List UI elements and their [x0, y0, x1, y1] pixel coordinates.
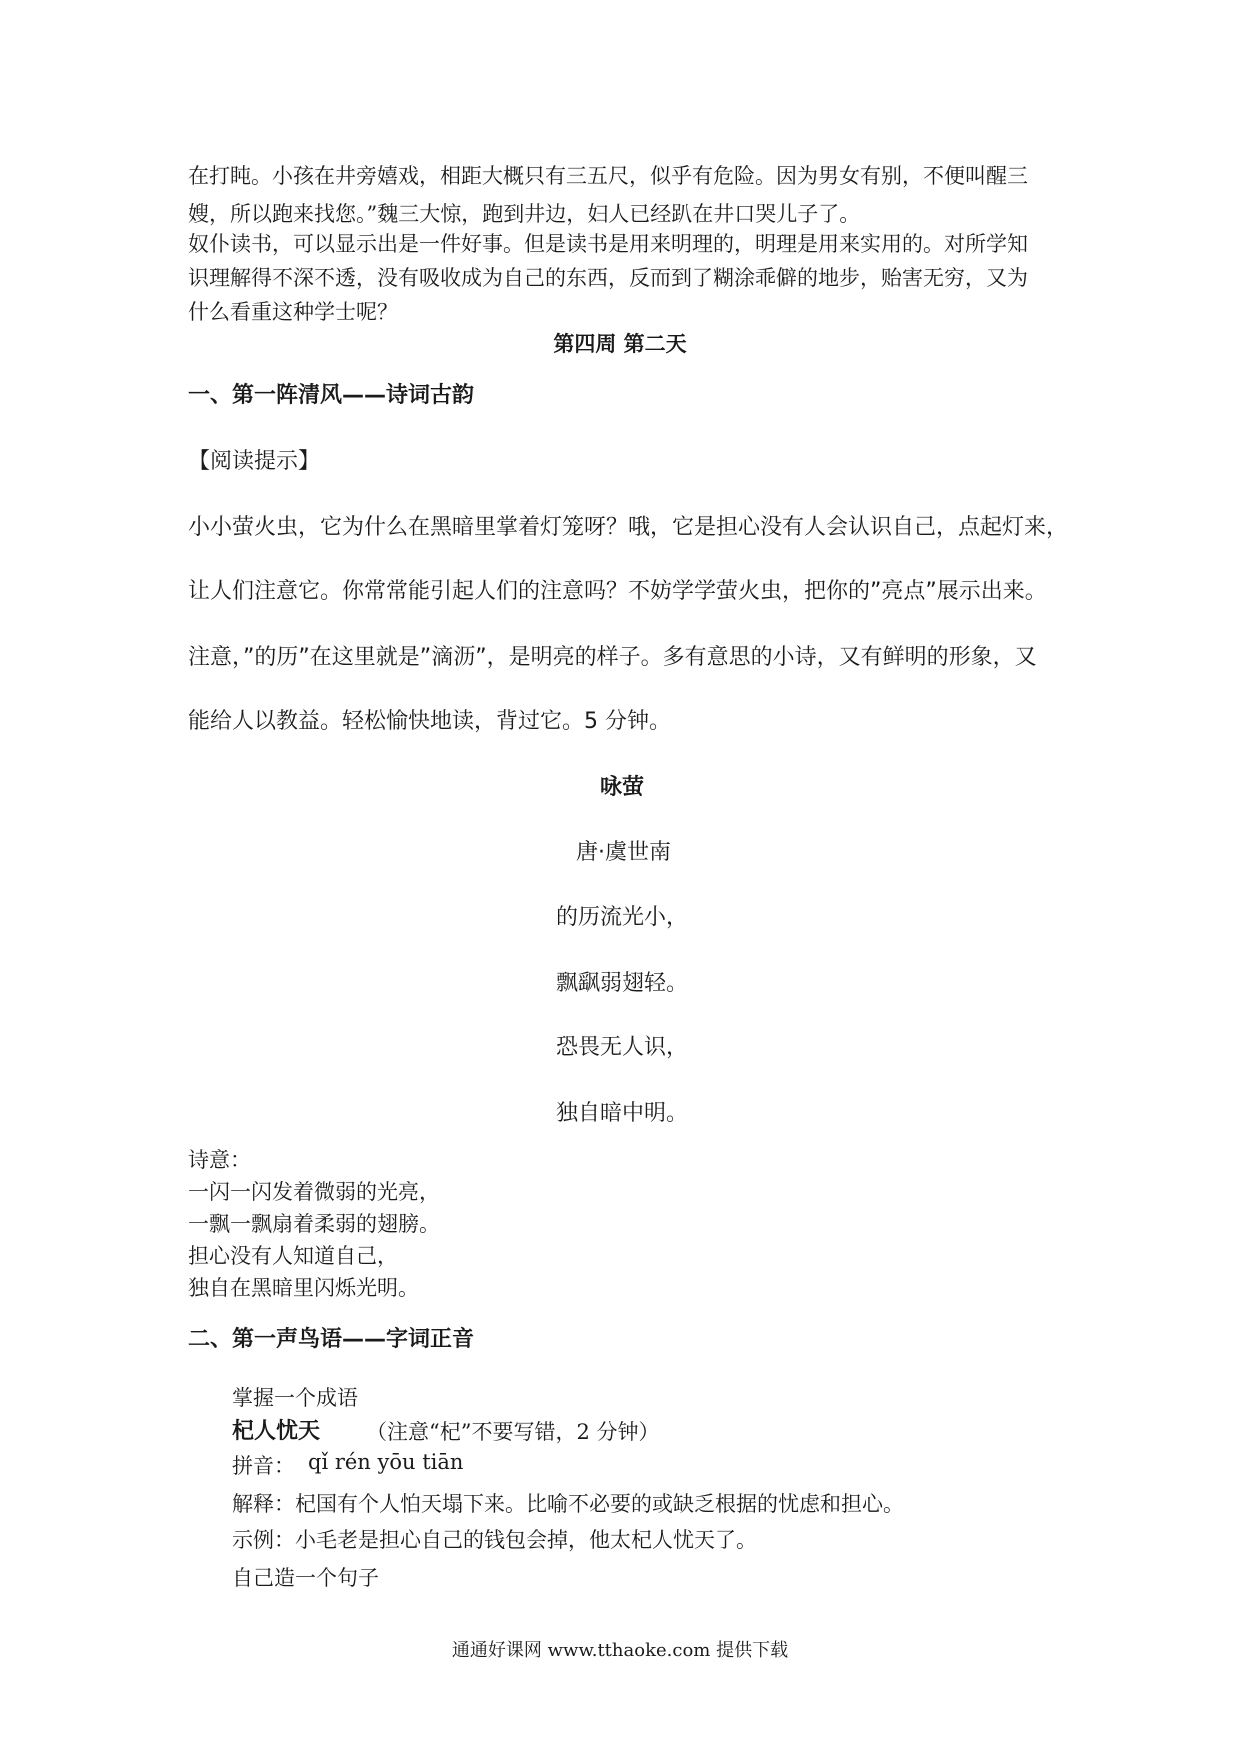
- intro-line-3: 奴仆读书，可以显示出是一件好事。但是读书是用来明理的，明理是用来实用的。对所学知: [188, 232, 1028, 256]
- meaning-label: 诗意：: [188, 1148, 251, 1172]
- tip-line-2: 让人们注意它。你常常能引起人们的注意吗？不妨学学萤火虫，把你的”亮点”展示出来。: [188, 579, 1047, 604]
- pinyin-label: 拼音：: [232, 1454, 295, 1478]
- idiom-explanation: 解释：杞国有个人怕天塌下来。比喻不必要的或缺乏根据的忧虑和担心。: [232, 1492, 904, 1516]
- idiom: 杞人忧天: [232, 1419, 321, 1444]
- section1-title: 一、第一阵清风——诗词古韵: [188, 383, 475, 408]
- footer-watermark: 通通好课网 www.tthaoke.com 提供下载: [451, 1640, 789, 1661]
- intro-line-5: 什么看重这种学士呢？: [188, 300, 398, 324]
- poem-line-3: 恐畏无人识，: [556, 1035, 689, 1060]
- tip-line-1: 小小萤火虫，它为什么在黑暗里掌着灯笼呀？哦，它是担心没有人会认识自己，点起灯来，: [188, 515, 1069, 540]
- pinyin: qǐ rén yōu tiān: [308, 1450, 464, 1474]
- poem-line-4: 独自暗中明。: [556, 1101, 689, 1126]
- poem-title: 咏萤: [600, 775, 645, 800]
- poem-line-2: 飘飖弱翅轻。: [556, 971, 689, 996]
- sentence-task: 自己造一个句子: [232, 1566, 379, 1590]
- intro-line-1: 在打盹。小孩在井旁嬉戏，相距大概只有三五尺，似乎有危险。因为男女有别，不便叫醒三: [188, 164, 1028, 188]
- idiom-intro: 掌握一个成语: [232, 1386, 358, 1410]
- reading-tip-label: 【阅读提示】: [188, 449, 321, 474]
- poem-line-1: 的历流光小，: [556, 905, 689, 930]
- day-title: 第四周 第二天: [553, 332, 687, 356]
- poem-author: 唐·虞世南: [576, 840, 671, 865]
- meaning-line-3: 担心没有人知道自己，: [188, 1244, 398, 1268]
- intro-line-2: 嫂，所以跑来找您。”魏三大惊，跑到井边，妇人已经趴在井口哭儿子了。: [188, 202, 861, 226]
- intro-line-4: 识理解得不深不透，没有吸收成为自己的东西，反而到了糊涂乖僻的地步，贻害无穷，又为: [188, 266, 1028, 290]
- tip-line-3: 注意，”的历”在这里就是”滴沥”，是明亮的样子。多有意思的小诗，又有鲜明的形象，又: [188, 645, 1037, 670]
- idiom-note: （注意“杞”不要写错，2 分钟）: [366, 1420, 660, 1444]
- section2-title: 二、第一声鸟语——字词正音: [188, 1327, 475, 1352]
- idiom-example: 示例：小毛老是担心自己的钱包会掉，他太杞人忧天了。: [232, 1528, 757, 1552]
- meaning-line-4: 独自在黑暗里闪烁光明。: [188, 1276, 419, 1300]
- meaning-line-1: 一闪一闪发着微弱的光亮，: [188, 1180, 440, 1204]
- meaning-line-2: 一飘一飘扇着柔弱的翅膀。: [188, 1212, 440, 1236]
- tip-line-4: 能给人以教益。轻松愉快地读，背过它。5 分钟。: [188, 709, 671, 734]
